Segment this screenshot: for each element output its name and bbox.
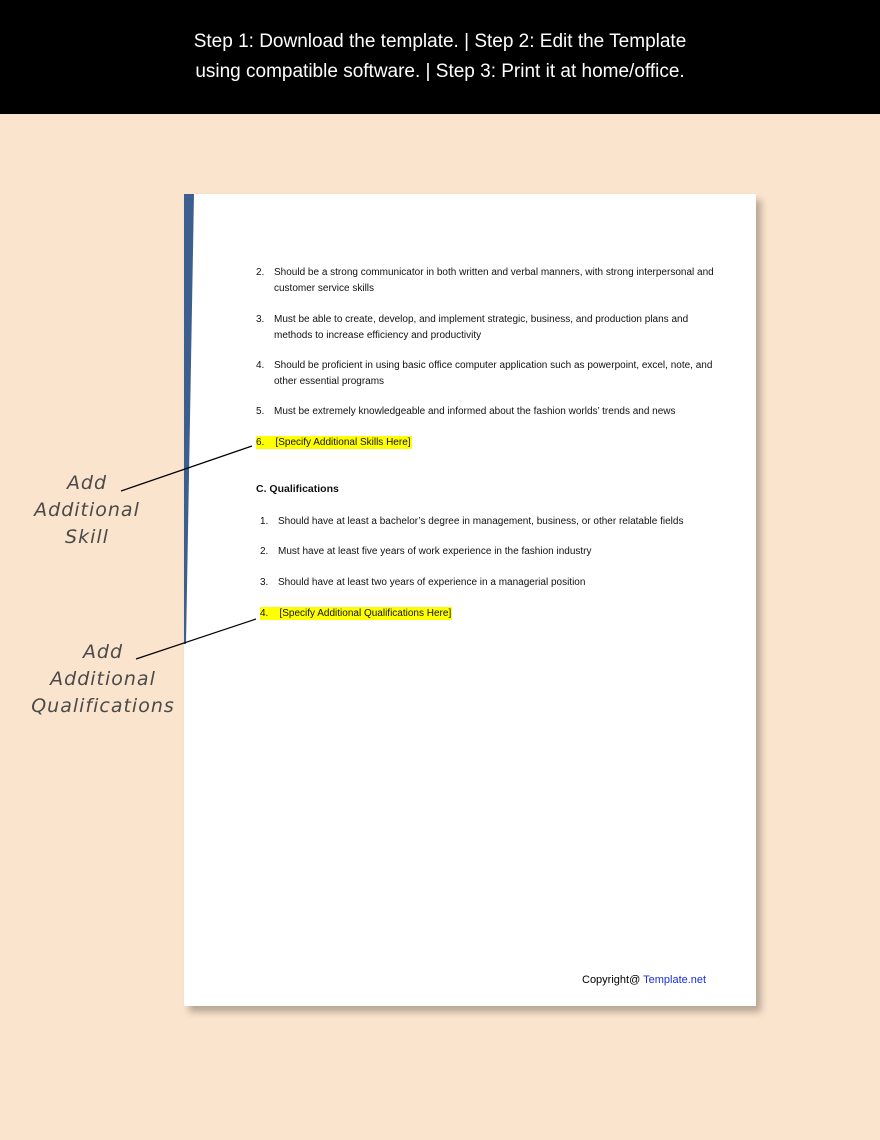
skill-text: Must be extremely knowledgeable and informed about the fashion worlds’ trends and news — [274, 406, 676, 417]
callout-word: Qualifications — [31, 695, 175, 717]
skill-number: 6. — [256, 437, 265, 448]
skill-number: 3. — [256, 314, 265, 325]
skill-number: 4. — [256, 360, 265, 371]
callout-word: Skill — [65, 526, 109, 548]
qualifications-heading: C. Qualifications — [256, 483, 339, 495]
add-qualifications-callout — [22, 639, 184, 720]
callout-word: Add — [82, 641, 124, 663]
copyright-label: Copyright@ — [582, 974, 644, 986]
qualification-number: 1. — [260, 516, 269, 527]
qualification-text: Should have at least two years of experience in a managerial position — [278, 577, 586, 588]
qualification-placeholder-text[interactable]: [Specify Additional Qualifications Here] — [279, 608, 452, 619]
callout-word: Additional — [50, 668, 156, 690]
skill-text: Should be proficient in using basic office computer application such as powerpoint, excel, note, and other essential programs — [274, 360, 713, 387]
qualification-text: Should have at least a bachelor’s degree in management, business, or other relatable fields — [278, 516, 684, 527]
qualification-number: 2. — [260, 546, 269, 557]
skill-placeholder-text[interactable]: [Specify Additional Skills Here] — [275, 437, 411, 448]
qualification-text: Must have at least five years of work experience in the fashion industry — [278, 546, 592, 557]
skill-text: Should be a strong communicator in both written and verbal manners, with strong interpersonal and customer service skills — [274, 267, 714, 294]
banner-line-1: Step 1: Download the template. | Step 2: Edit the Template — [193, 31, 687, 52]
qualification-number: 3. — [260, 577, 269, 588]
callout-word: Additional — [34, 499, 140, 521]
add-skill-callout — [22, 470, 152, 551]
qualification-number: 4. — [260, 608, 269, 619]
callout-word: Add — [66, 472, 108, 494]
skill-number: 2. — [256, 267, 265, 278]
banner-line-2: using compatible software. | Step 3: Print it at home/office. — [195, 61, 685, 82]
skill-text: Must be able to create, develop, and implement strategic, business, and production plans and methods to increase efficiency and productivity — [274, 314, 689, 341]
skill-number: 5. — [256, 406, 265, 417]
copyright-link[interactable]: Template.net — [643, 974, 707, 986]
